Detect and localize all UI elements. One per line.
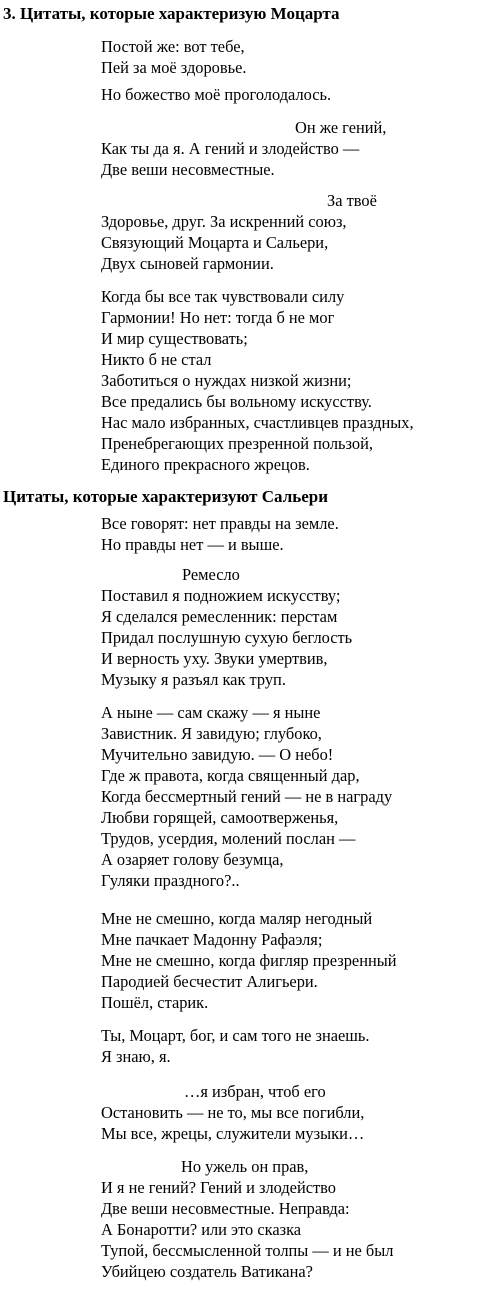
quote-stanza [101, 702, 392, 891]
quote-line: Единого прекрасного жрецов. [101, 455, 310, 474]
quote-line: Тупой, бессмысленной толпы — и не был [101, 1241, 394, 1260]
quote-line: Где ж правота, когда священный дар, [101, 766, 360, 785]
quote-line: Но ужель он прав, [181, 1157, 309, 1176]
quote-stanza [101, 117, 386, 180]
quote-stanza [101, 564, 352, 690]
quote-line: А Бонаротти? или это сказка [101, 1220, 302, 1239]
quote-line: Две веши несовместные. [101, 160, 275, 179]
quote-stanza [101, 84, 331, 105]
quote-line: Он же гений, [295, 118, 387, 137]
quote-line: Все говорят: нет правды на земле. [101, 514, 339, 533]
quote-line: Мне не смешно, когда маляр негодный [101, 909, 373, 928]
quote-line: Пренебрегающих презренной пользой, [101, 434, 373, 453]
quote-line: Связующий Моцарта и Сальери, [101, 233, 329, 252]
quote-line: Когда бессмертный гений — не в награду [101, 787, 393, 806]
quote-line: Пей за моё здоровье. [101, 58, 247, 77]
quote-line: Две веши несовместные. Неправда: [101, 1199, 350, 1218]
quote-line: Мне не смешно, когда фигляр презренный [101, 951, 397, 970]
quote-line: Гуляки праздного?.. [101, 871, 240, 890]
quote-stanza [101, 513, 339, 555]
quote-line: Гармонии! Но нет: тогда б не мог [101, 308, 335, 327]
quote-line: Пародией бесчестит Алигьери. [101, 972, 318, 991]
quote-line: Но правды нет — и выше. [101, 535, 284, 554]
quote-line: Двух сыновей гармонии. [101, 254, 274, 273]
quote-line: Завистник. Я завидую; глубоко, [101, 724, 322, 743]
quote-line: Я знаю, я. [101, 1047, 171, 1066]
quote-line: Пошёл, старик. [101, 993, 209, 1012]
quote-line: Ремесло [182, 565, 240, 584]
quote-stanza [101, 190, 377, 274]
quote-stanza [101, 1081, 364, 1144]
quote-line: Заботиться о нуждах низкой жизни; [101, 371, 352, 390]
section-heading-salieri: Цитаты, которые характеризуют Сальери [3, 487, 329, 506]
quote-line: Поставил я подножием искусству; [101, 586, 341, 605]
quote-stanza [101, 908, 397, 1013]
quote-line: Здоровье, друг. За искренний союз, [101, 212, 347, 231]
quote-line: А озаряет голову безумца, [101, 850, 284, 869]
quote-line: Мучительно завидую. — О небо! [101, 745, 334, 764]
quote-line: Я сделался ремесленник: перстам [101, 607, 338, 626]
quote-line: За твоё [327, 191, 377, 210]
quote-line: Все предались бы вольному искусству. [101, 392, 372, 411]
quote-line: Убийцею создатель Ватикана? [101, 1262, 313, 1281]
quote-stanza [101, 1025, 370, 1067]
quote-line: И мир существовать; [101, 329, 248, 348]
quote-line: Мне пачкает Мадонну Рафаэля; [101, 930, 323, 949]
quote-line: Никто б не стал [101, 350, 212, 369]
section-heading-mozart: 3. Цитаты, которые характеризую Моцарта [3, 4, 340, 23]
quote-stanza [101, 1156, 393, 1282]
quote-line: Постой же: вот тебе, [101, 37, 245, 56]
quote-line: Но божество моё проголодалось. [101, 85, 332, 104]
quote-line: Трудов, усердия, молений послан — [101, 829, 356, 848]
quote-line: Придал послушную сухую беглость [101, 628, 353, 647]
quote-line: А ныне — сам скажу — я ныне [101, 703, 321, 722]
quote-line: Музыку я разъял как труп. [101, 670, 286, 689]
quote-line: Когда бы все так чувствовали силу [101, 287, 345, 306]
quote-line: Как ты да я. А гений и злодейство — [101, 139, 360, 158]
quote-line: И я не гений? Гений и злодейство [101, 1178, 336, 1197]
quote-line: Остановить — не то, мы все погибли, [101, 1103, 365, 1122]
quote-line: Ты, Моцарт, бог, и сам того не знаешь. [101, 1026, 370, 1045]
quote-line: Любви горящей, самоотверженья, [101, 808, 339, 827]
quote-line: Мы все, жрецы, служители музыки… [101, 1124, 365, 1143]
quote-stanza [101, 36, 246, 78]
quote-stanza [101, 286, 414, 475]
quote-line: Нас мало избранных, счастливцев праздных, [101, 413, 414, 432]
quote-line: И верность уху. Звуки умертвив, [101, 649, 328, 668]
quote-line: …я избран, чтоб его [184, 1082, 326, 1101]
